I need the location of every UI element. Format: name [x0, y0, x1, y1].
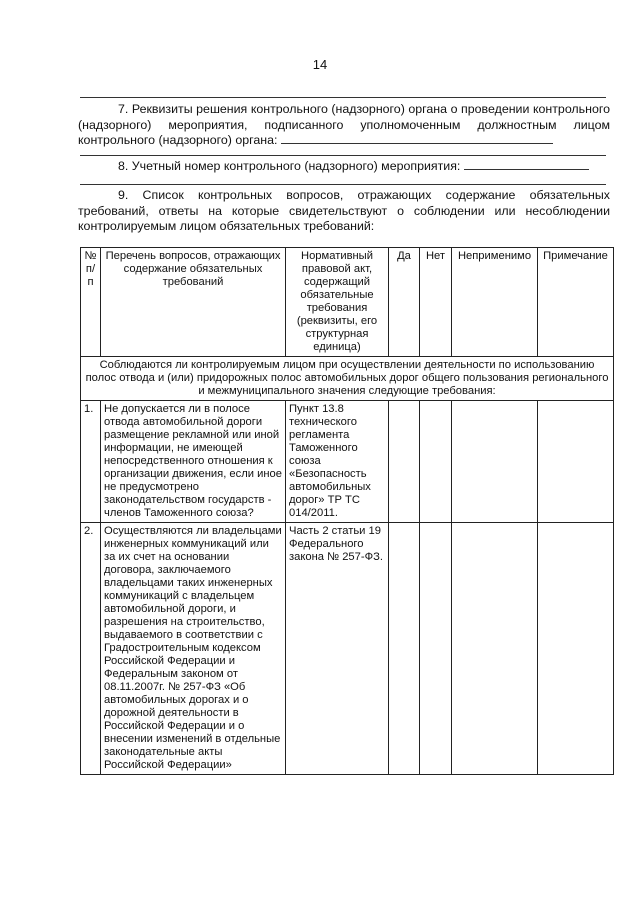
item-9-text: 9. Список контрольных вопросов, отражающих содержание обязательных требований, ответы на которые свидетельствуют о соблюдении или несоблюдении контролируемым лицом обязательных требований:: [78, 188, 610, 233]
checklist-table: [80, 247, 614, 775]
top-rule: [80, 97, 606, 98]
row-2-num: 2.: [81, 523, 101, 775]
item-8-text: 8. Учетный номер контрольного (надзорного) мероприятия:: [118, 159, 461, 173]
row-2-yes-cell[interactable]: [389, 523, 420, 775]
row-2-act: Часть 2 статьи 19 Федерального закона № 257-ФЗ.: [286, 523, 389, 775]
row-1-note-cell[interactable]: [538, 401, 614, 523]
item-7-text: 7. Реквизиты решения контрольного (надзорного) органа о проведении контрольного (надзорного) мероприятия, подписанного уполномоченным должностным лицом контрольного (надзорного) органа:: [78, 102, 610, 147]
row-1-num: 1.: [81, 401, 101, 523]
header-row: [81, 248, 614, 357]
row-1-no-cell[interactable]: [420, 401, 452, 523]
page-number: 14: [312, 57, 328, 72]
row-2-no-cell[interactable]: [420, 523, 452, 775]
item-8-fill-line[interactable]: [464, 159, 589, 170]
item-7-fill-line[interactable]: [281, 133, 553, 144]
row-1-act: Пункт 13.8 технического регламента Таможенного союза «Безопасность автомобильных дорог» ТР ТС 014/2011.: [286, 401, 389, 523]
row-2-note-cell[interactable]: [538, 523, 614, 775]
header-yes: Да: [389, 248, 420, 357]
item-8-rule: [80, 184, 606, 185]
item-7-rule: [80, 155, 606, 156]
row-1-na-cell[interactable]: [452, 401, 538, 523]
header-act: Нормативный правовой акт, содержащий обязательные требования (реквизиты, его структурная единица): [286, 248, 389, 357]
item-9-paragraph: [78, 188, 610, 235]
header-question: Перечень вопросов, отражающих содержание обязательных требований: [101, 248, 286, 357]
row-1-question: Не допускается ли в полосе отвода автомобильной дороги размещение рекламной или иной информации, не имеющей непосредственного отношения к организации движения, если иное не предусмотрено законодательством государств - членов Таможенного союза?: [101, 401, 286, 523]
section-row: [81, 357, 614, 401]
row-1-yes-cell[interactable]: [389, 401, 420, 523]
row-2-na-cell[interactable]: [452, 523, 538, 775]
row-2-question: Осуществляются ли владельцами инженерных коммуникаций или за их счет на основании договора, заключаемого владельцами таких инженерных коммуникаций с владельцем автомобильной дороги, и разрешения на строительство, выдаваемого в соответствии с Градостроительным кодексом Российской Федерации и Федеральным законом от 08.11.2007г. № 257-ФЗ «Об автомобильных дорогах и о дорожной деятельности в Российской Федерации и о внесении изменений в отдельные законодательные акты Российской Федерации»: [101, 523, 286, 775]
header-no: Нет: [420, 248, 452, 357]
item-8-paragraph: [78, 159, 610, 175]
table-row: [81, 523, 614, 775]
section-text: Соблюдаются ли контролируемым лицом при осуществлении деятельности по использованию полос отвода и (или) придорожных полос автомобильных дорог общего пользования регионального и межмуниципального значения следующие требования:: [81, 357, 614, 401]
item-7-paragraph: [78, 102, 610, 149]
table-row: [81, 401, 614, 523]
header-note: Примечание: [538, 248, 614, 357]
header-na: Неприменимо: [452, 248, 538, 357]
header-num: № п/п: [81, 248, 101, 357]
